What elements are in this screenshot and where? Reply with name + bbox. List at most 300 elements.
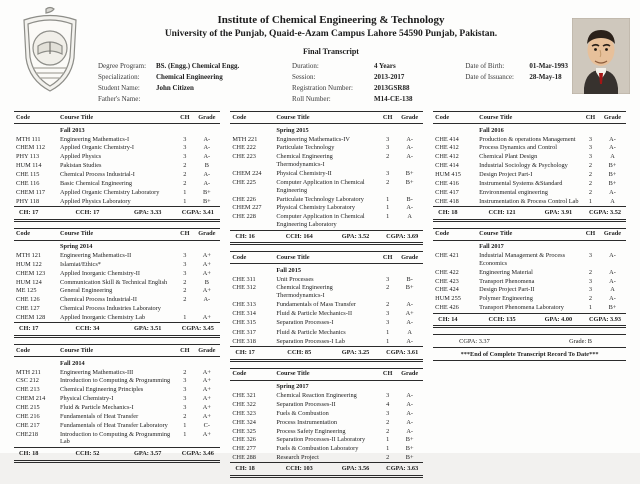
column-header: Course Title [58, 228, 176, 240]
course-grade: A+ [202, 252, 211, 260]
course-grade: A+ [202, 412, 211, 420]
university-crest-logo [16, 6, 90, 101]
course-title: Transport Phenomena [479, 277, 535, 285]
semester-name: Fall 2016 [479, 126, 504, 134]
semester-table [230, 368, 423, 478]
course-code: CHEM 214 [16, 395, 46, 403]
table-header-row [14, 112, 220, 124]
course-ch: 3 [386, 409, 390, 417]
course-code: CHE 115 [16, 171, 40, 179]
course-row [230, 170, 423, 179]
transcript-summary [433, 334, 626, 361]
column-header: Code [14, 345, 58, 357]
course-row [14, 377, 220, 386]
course-row [14, 278, 220, 287]
semester-name: Spring 2015 [276, 126, 309, 134]
course-code: CHE 418 [435, 197, 459, 205]
course-ch: 2 [183, 287, 187, 295]
course-grade [193, 305, 220, 314]
duration-value: 4 Years [374, 62, 396, 70]
column-header: Code [230, 112, 274, 124]
course-ch: 3 [183, 269, 187, 277]
course-code: CHE 288 [232, 454, 256, 462]
course-row [433, 135, 626, 144]
course-ch: 3 [588, 252, 593, 260]
course-grade: A+ [202, 386, 211, 394]
course-grade: B+ [405, 436, 414, 444]
course-title: Applied Physics Laboratory [60, 197, 131, 205]
course-row [14, 260, 220, 269]
semester-table [433, 111, 626, 221]
course-ch: 3 [386, 392, 390, 400]
total-item: CCH: 17 [75, 208, 100, 216]
course-code: CHE 423 [435, 277, 459, 285]
course-row [230, 318, 423, 327]
column-header: CH [582, 112, 599, 124]
table-header-row [230, 368, 423, 380]
course-row [230, 400, 423, 409]
total-item: CGPA: 3.45 [181, 325, 214, 333]
course-row [14, 252, 220, 261]
table-header-row [230, 112, 423, 124]
course-code: CHEM 224 [232, 170, 262, 178]
column-header: Course Title [477, 228, 582, 240]
course-code: CHE 416 [435, 179, 459, 187]
course-code: MTH 121 [16, 252, 42, 260]
semester-totals [14, 447, 220, 461]
course-code: CHE 226 [232, 195, 256, 203]
transcript-column-1 [14, 111, 220, 468]
transcript-title: Final Transcript [303, 47, 359, 56]
course-row [14, 386, 220, 395]
course-title: Industrial Management & Process Economics [479, 252, 566, 267]
course-code: CHEM 117 [16, 188, 45, 196]
course-title: Fluid & Particle Mechanics-II [276, 310, 353, 318]
course-row [230, 310, 423, 319]
course-row [230, 213, 423, 230]
course-title: Applied Organic Chemistry-I [60, 144, 135, 152]
course-ch: 3 [386, 144, 390, 152]
course-ch: 3 [183, 252, 187, 260]
course-code: CHE 324 [232, 418, 256, 426]
course-code: PHY 118 [16, 197, 40, 205]
course-ch: 4 [386, 400, 390, 408]
column-header: Code [14, 112, 58, 124]
course-code: CHE 312 [232, 284, 256, 292]
total-item: GPA: 3.91 [544, 208, 573, 216]
total-item: CGPA: 3.69 [386, 232, 419, 240]
course-title: Separation Processes-I Lab [276, 337, 345, 345]
column-header: Grade [396, 112, 423, 124]
course-ch: 3 [588, 277, 593, 285]
course-grade: A+ [202, 395, 211, 403]
course-grade: A- [406, 301, 413, 309]
roll-number-value: M14-CE-138 [374, 94, 413, 103]
course-code: CHE 216 [16, 412, 40, 420]
date-of-issuance-value: 28-May-18 [529, 72, 562, 81]
course-ch: 2 [588, 162, 593, 170]
course-title: Applied Physics [60, 153, 102, 161]
course-row [14, 421, 220, 430]
column-header: CH [176, 228, 193, 240]
course-grade: A [610, 286, 615, 294]
course-grade: B- [406, 195, 413, 203]
course-code: ME 125 [16, 287, 37, 295]
info-label: Date of Birth: [465, 62, 505, 70]
course-grade: A- [203, 296, 211, 304]
column-header: CH [582, 228, 599, 240]
course-title: Computer Application in Chemical Engineering Laboratory [276, 213, 365, 229]
course-code: CHE 126 [16, 296, 40, 304]
course-code: CHE 311 [232, 275, 256, 283]
semester-name-row [14, 357, 220, 368]
course-row [14, 179, 220, 188]
table-header-row [433, 112, 626, 124]
totals-line [231, 349, 422, 357]
course-title: Islamiat/Ethics* [60, 260, 101, 268]
course-row [14, 269, 220, 278]
total-item: GPA: 4.00 [544, 315, 573, 323]
course-code: HUM 114 [16, 162, 42, 170]
course-code: CHE 225 [232, 178, 256, 186]
course-ch: 1 [183, 197, 187, 205]
semester-totals-row [14, 323, 220, 337]
info-label: Specialization: [98, 72, 140, 81]
course-grade: B+ [405, 178, 414, 186]
course-grade: A- [609, 144, 616, 152]
course-grade: A+ [405, 310, 414, 318]
semester-totals-row [433, 313, 626, 327]
student-info [92, 61, 570, 104]
totals-line [231, 465, 422, 473]
totals-line [15, 209, 219, 217]
course-row [230, 418, 423, 427]
course-title: Chemical Engineering Thermodynamics-I [276, 284, 333, 300]
course-row [14, 188, 220, 197]
header-center [90, 6, 572, 104]
course-grade: A- [609, 135, 616, 143]
course-grade: A- [203, 153, 211, 161]
course-ch: 2 [386, 454, 390, 462]
total-item: CGPA: 3.46 [181, 449, 214, 457]
semester-name-row [433, 124, 626, 135]
total-item: GPA: 3.33 [133, 208, 162, 216]
end-of-transcript-line: ***End of Complete Transcript Record To Date*** [433, 348, 626, 361]
course-grade: A- [406, 409, 413, 417]
course-ch: 1 [183, 421, 187, 429]
course-row [433, 188, 626, 197]
course-ch: 2 [386, 153, 390, 161]
course-grade: A- [203, 179, 211, 187]
table-header-row [14, 228, 220, 240]
course-ch: 1 [386, 337, 390, 345]
column-header: Code [230, 252, 274, 264]
semester-name-row [14, 124, 220, 135]
course-title: Engineering Mathematics-II [60, 252, 132, 260]
transcript-column-3 [433, 111, 626, 361]
total-item: CCH: 52 [75, 449, 100, 457]
course-code: CHE 314 [232, 310, 256, 318]
course-title: Introduction to Computing & Programming [60, 377, 171, 385]
course-ch: 3 [588, 153, 593, 161]
course-title: Chemical Plant Design [479, 153, 538, 161]
course-grade: A+ [202, 287, 211, 295]
course-grade: B [204, 162, 209, 170]
total-item: CCH: 135 [488, 315, 516, 323]
course-row [433, 153, 626, 162]
course-grade: A- [203, 135, 211, 143]
table-header-row [433, 228, 626, 240]
registration-number-value: 2013GSR88 [374, 83, 410, 92]
specialization-value: Chemical Engineering [156, 72, 223, 81]
course-grade: A- [609, 295, 616, 303]
course-row [433, 252, 626, 269]
course-row [230, 328, 423, 337]
course-grade: B+ [405, 454, 414, 462]
course-ch: 3 [183, 153, 187, 161]
course-ch: 3 [588, 286, 593, 294]
course-row [433, 171, 626, 180]
course-code: CHE 414 [435, 162, 459, 170]
semester-name-row [230, 380, 423, 391]
course-title: Transport Phenomena Laboratory [479, 304, 564, 312]
course-row [230, 392, 423, 401]
course-ch: 3 [183, 403, 187, 411]
info-label: Roll Number: [292, 94, 331, 103]
course-grade: A+ [202, 260, 211, 268]
course-grade: A- [406, 144, 413, 152]
course-row [433, 304, 626, 313]
course-ch: 2 [386, 418, 390, 426]
final-grade: Grade: B [569, 337, 592, 345]
course-code: CHE 213 [16, 386, 40, 394]
info-label: Father's Name: [98, 94, 141, 103]
institute-title: Institute of Chemical Engineering & Technology [217, 14, 445, 26]
course-row [230, 144, 423, 153]
course-title: Computer Application in Chemical Engineering [276, 178, 365, 194]
course-ch: 3 [386, 310, 390, 318]
semester-totals [14, 323, 220, 337]
semester-totals [433, 313, 626, 327]
course-row [14, 153, 220, 162]
semester-table [14, 228, 220, 338]
course-title: Engineering Mathematics-I [60, 135, 130, 143]
course-code: CHE 313 [232, 301, 256, 309]
course-grade: A- [406, 418, 413, 426]
column-header: Grade [193, 345, 220, 357]
student-name-value: John Citizen [156, 83, 194, 92]
course-code: CHE 326 [232, 436, 256, 444]
course-grade: B+ [608, 162, 617, 170]
course-grade: A- [609, 188, 616, 196]
course-ch: 2 [386, 427, 390, 435]
course-code: CHE 414 [435, 135, 459, 143]
course-code: MTH 111 [16, 135, 41, 143]
course-code: CHE 228 [232, 213, 256, 221]
course-grade: A- [609, 268, 616, 276]
course-grade: A- [406, 153, 413, 161]
course-row [230, 454, 423, 463]
course-row [14, 403, 220, 412]
course-title: Pakistan Studies [60, 162, 102, 170]
course-ch: 3 [183, 377, 187, 385]
total-item: CCH: 121 [488, 208, 516, 216]
degree-program-value: BS. (Engg.) Chemical Engg. [156, 62, 240, 70]
column-header: Code [433, 112, 477, 124]
course-title: Basic Chemical Engineering [60, 179, 133, 187]
course-ch: 1 [386, 328, 390, 336]
column-header: Course Title [477, 112, 582, 124]
totals-line [15, 450, 219, 458]
course-row [230, 135, 423, 144]
total-item: CH: 18 [438, 208, 458, 216]
semester-table [14, 111, 220, 221]
course-title: Unit Processes [276, 275, 314, 283]
course-row [14, 314, 220, 323]
course-ch: 1 [386, 204, 390, 212]
course-code: CHE 318 [232, 337, 256, 345]
total-item: CCH: 34 [75, 325, 100, 333]
total-item: CH: 17 [235, 349, 255, 356]
course-grade: A+ [202, 403, 211, 411]
column-header: CH [176, 345, 193, 357]
course-code: HUM 415 [435, 171, 461, 179]
course-row [433, 277, 626, 286]
course-title: Particulate Technology [276, 144, 335, 152]
course-row [14, 296, 220, 305]
course-grade: A- [406, 400, 413, 408]
semester-totals-row [230, 463, 423, 477]
column-header: Grade [396, 252, 423, 264]
course-title: Process Instrumentation [276, 418, 338, 426]
total-item: GPA: 3.52 [341, 232, 370, 240]
column-header: Grade [193, 228, 220, 240]
course-ch: 2 [183, 162, 187, 170]
course-row [14, 162, 220, 171]
total-item: CGPA: 3.41 [181, 208, 214, 216]
total-item: CH: 17 [19, 208, 39, 216]
semester-name: Fall 2013 [60, 126, 85, 134]
semester-totals [230, 347, 423, 361]
course-ch: 1 [183, 314, 187, 322]
course-title: Fundamentals of Heat Transfer Laboratory [60, 421, 168, 429]
course-row [433, 179, 626, 188]
course-title: Process Dynamics and Control [479, 144, 557, 152]
course-grade: A+ [202, 377, 211, 385]
course-ch: 1 [386, 213, 390, 221]
total-item: CH: 17 [19, 325, 39, 333]
info-group-left [98, 61, 239, 104]
course-ch: 3 [386, 170, 390, 178]
date-of-birth-value: 01-Mar-1993 [529, 62, 568, 70]
total-item: GPA: 3.57 [133, 449, 162, 457]
course-title: Chemical Reaction Engineering [276, 392, 357, 400]
course-ch: 2 [386, 301, 390, 309]
course-row [433, 268, 626, 277]
course-title: Fundamentals of Heat Transfer [60, 412, 139, 420]
course-code: HUM 255 [435, 295, 461, 303]
session-value: 2013-2017 [374, 72, 405, 81]
summary-row [433, 335, 626, 348]
course-code: MTH 211 [16, 368, 41, 376]
course-grade: A- [609, 277, 616, 285]
total-item: CGPA: 3.93 [589, 315, 622, 323]
total-item: CH: 16 [235, 232, 255, 240]
info-label: Date of Issuance: [465, 72, 514, 81]
total-item: CH: 18 [19, 449, 39, 457]
course-grade: A [610, 153, 615, 161]
course-grade: A [610, 197, 615, 205]
university-title: University of the Punjab, Quaid-e-Azam Campus Lahore 54590 Punjab, Pakistan. [164, 29, 498, 39]
course-grade: B+ [405, 445, 414, 453]
semester-name-row [230, 264, 423, 275]
course-code: CHE 222 [232, 144, 256, 152]
course-title: Fuels & Combustion [276, 409, 329, 417]
course-ch: 2 [588, 295, 593, 303]
course-row [14, 287, 220, 296]
semester-totals [230, 230, 423, 244]
course-title: Environmental engineering [479, 188, 548, 196]
course-row [14, 144, 220, 153]
course-grade: B [204, 278, 209, 286]
course-title: Chemical Process Industrial-II [60, 296, 137, 304]
course-title: General Engineering [60, 287, 113, 295]
course-code: CHE 223 [232, 153, 256, 161]
course-code: CHE 426 [435, 304, 459, 312]
total-item: CGPA: 3.61 [386, 349, 419, 356]
column-header: Course Title [274, 252, 379, 264]
course-row [14, 395, 220, 404]
course-code: HUM 124 [16, 278, 42, 286]
column-header: Grade [599, 112, 626, 124]
course-grade: A [407, 328, 412, 336]
semester-totals-row [230, 347, 423, 361]
course-ch: 2 [183, 179, 187, 187]
course-code: CSC 212 [16, 377, 39, 385]
course-title: Fuels & Combustion Laboratory [276, 445, 359, 453]
course-ch: 2 [386, 178, 390, 186]
info-label: Student Name: [98, 83, 140, 92]
course-title: Design Project Part-II [479, 286, 535, 294]
course-code: PHY 113 [16, 153, 40, 161]
total-item: CGPA: 3.52 [589, 208, 622, 216]
semester-name: Fall 2015 [276, 266, 301, 274]
totals-line [15, 325, 219, 333]
table-header-row [14, 345, 220, 357]
course-row [230, 409, 423, 418]
column-header: Code [230, 368, 274, 380]
semester-table [14, 344, 220, 462]
course-code: CHE 321 [232, 392, 256, 400]
course-ch: 3 [183, 386, 187, 394]
course-code: MTH 221 [232, 135, 258, 143]
course-row [433, 197, 626, 206]
course-row [14, 197, 220, 206]
course-ch: 2 [183, 296, 187, 304]
course-row [230, 195, 423, 204]
course-grade: B+ [405, 284, 414, 292]
column-header: CH [379, 252, 396, 264]
column-header: Code [14, 228, 58, 240]
course-code: CHE 317 [232, 328, 256, 336]
course-title: Applied Organic Chemistry Laboratory [60, 188, 160, 196]
semester-table [230, 251, 423, 361]
transcript-header [0, 0, 640, 104]
course-code: CHE 422 [435, 268, 459, 276]
semester-totals [14, 206, 220, 220]
course-code: CHE 217 [16, 421, 40, 429]
total-item: CCH: 85 [287, 349, 312, 356]
